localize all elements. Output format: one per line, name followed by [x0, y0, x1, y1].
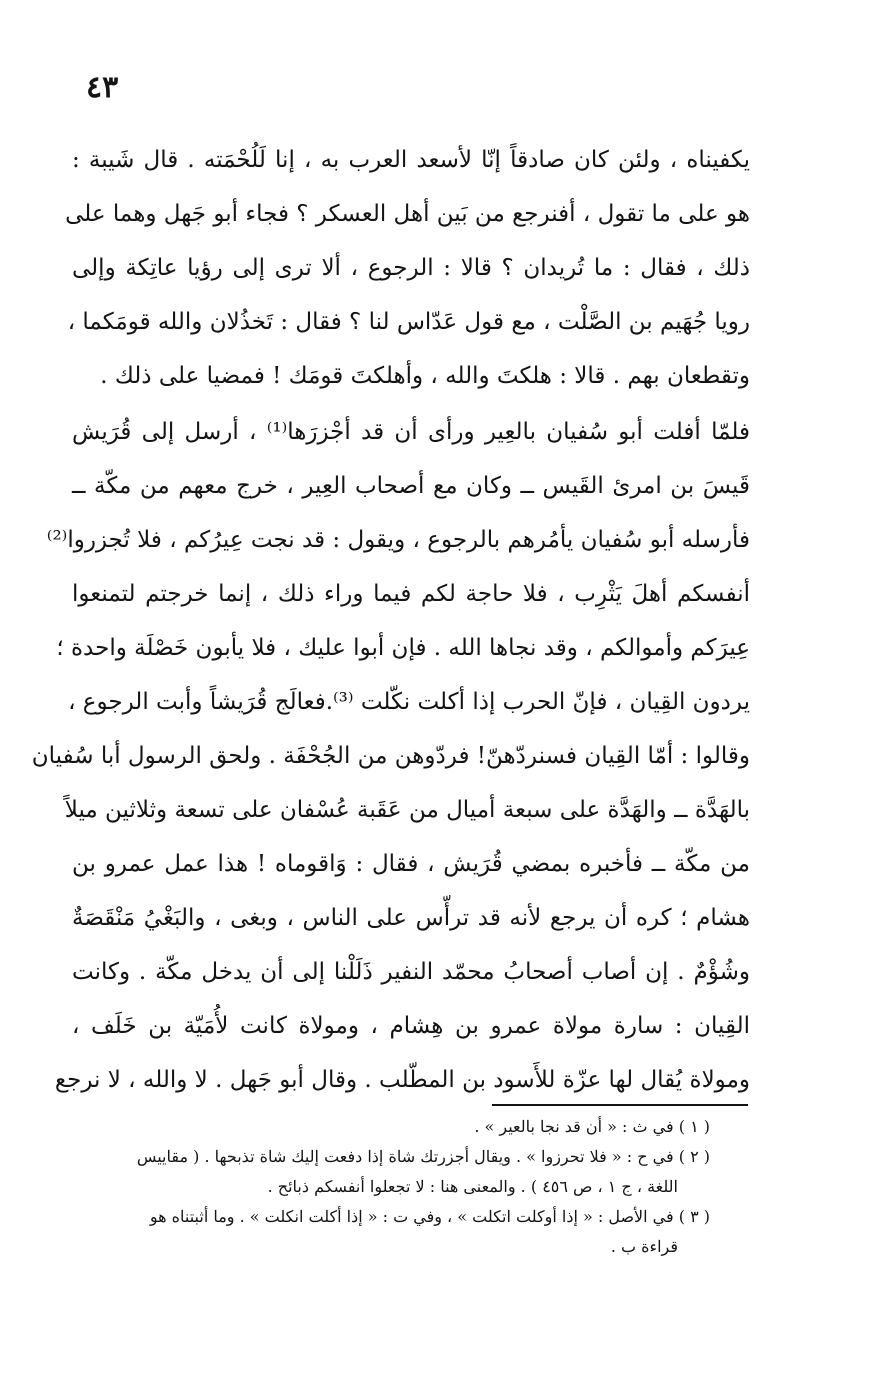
text-line: وتقطعان بهم . قالا : هلكتَ والله ، وأهلكتَ قومَك ! فمضيا على ذلك .: [100, 363, 750, 389]
text-line: وشُؤْمٌ . إن أصاب أصحابُ محمّد النفير ذَلَلْنا إلى أن يدخل مكّة . وكانت: [72, 959, 750, 985]
text-line: وقالوا : أمّا القِيان فسنردّهنّ! فردّوهن من الجُحْفَة . ولحق الرسول أبا سُفيان: [31, 743, 750, 769]
footnote-line: قراءة ب .: [610, 1237, 678, 1256]
footnote-line: ( ٢ ) في ح : « فلا تحرزوا » . ويقال أجزرتك شاة إذا دفعت إليك شاة تذبحها . ( مقاييس: [136, 1147, 710, 1166]
page-number: ٤٣: [86, 70, 119, 105]
text-line: أنفسكم أهلَ يَثْرِب ، فلا حاجة لكم فيما وراء ذلك ، إنما خرجتم لتمنعوا: [72, 581, 750, 607]
text-line: رويا جُهَيم بن الصَّلْت ، مع قول عَدّاس لنا ؟ فقال : تَخذُلان والله قومَكما ،: [67, 309, 750, 335]
footnote-divider: [492, 1104, 748, 1106]
paragraph-1: [65, 133, 750, 403]
footnote-line: ( ٣ ) في الأصل : « إذا أوكلت اتكلت » ، وفي ت : « إذا أكلت انكلت » . وما أثبتناه هو: [149, 1207, 710, 1226]
text-line: قَيسَ بن امرئ القَيس ــ وكان مع أصحاب العِير ، خرج معهم من مكّة ــ: [72, 473, 750, 499]
text-line: يكفيناه ، ولئن كان صادقاً إنّا لأسعد العرب به ، إنا لَلُحْمَته . قال شَيبة :: [72, 147, 750, 173]
text-line: القِيان : سارة مولاة عمرو بن هِشام ، ومولاة كانت لأُمَيّة بن خَلَف ،: [72, 1013, 750, 1039]
text-line: هو على ما تقول ، أفنرجع من بَين أهل العسكر ؟ فجاء أبو جَهل وهما على: [65, 201, 750, 227]
footnote-line: ( ١ ) في ث : « أن قد نجا بالعير » .: [474, 1117, 710, 1136]
text-line: عِيرَكم وأموالكم ، وقد نجاها الله . فإن أبوا عليك ، فلا يأبون خَصْلَة واحدة ؛: [56, 635, 750, 661]
footnote-line: اللغة ، ج ١ ، ص ٤٥٦ ) . والمعنى هنا : لا تجعلوا أنفسكم ذبائح .: [267, 1177, 678, 1196]
footnotes: [60, 1112, 710, 1262]
text-line: فأرسله أبو سُفيان يأمُرهم بالرجوع ، ويقول : قد نجت عِيرُكم ، فلا تُجزروا⁽²⁾: [46, 527, 750, 553]
paragraph-2: [31, 405, 750, 1107]
text-line: هشام ؛ كره أن يرجع لأنه قد ترأّس على الناس ، وبغى ، والبَغْيُ مَنْقَصَةٌ: [72, 905, 750, 931]
text-line: ومولاة يُقال لها عزّة للأَسود بن المطّلب . وقال أبو جَهل . لا والله ، لا نرجع: [54, 1067, 750, 1093]
text-line: ذلك ، فقال : ما تُريدان ؟ قالا : الرجوع ، ألا ترى إلى رؤيا عاتِكة وإلى: [72, 255, 750, 281]
text-line: بالهَدَّة ــ والهَدَّة على سبعة أميال من عَقَبة عُسْفان على تسعة وثلاثين ميلاً: [64, 797, 750, 823]
text-line: فلمّا أفلت أبو سُفيان بالعِير ورأى أن قد أجْزرَها⁽¹⁾ ، أرسل إلى قُرَيش: [72, 419, 750, 445]
text-line: من مكّة ــ فأخبره بمضي قُرَيش ، فقال : وَاقوماه ! هذا عمل عمرو بن: [72, 851, 750, 877]
text-line: يردون القِيان ، فإنّ الحرب إذا أكلت نكّلت ⁽³⁾.فعالَج قُرَيشاً وأبت الرجوع ،: [68, 689, 750, 715]
